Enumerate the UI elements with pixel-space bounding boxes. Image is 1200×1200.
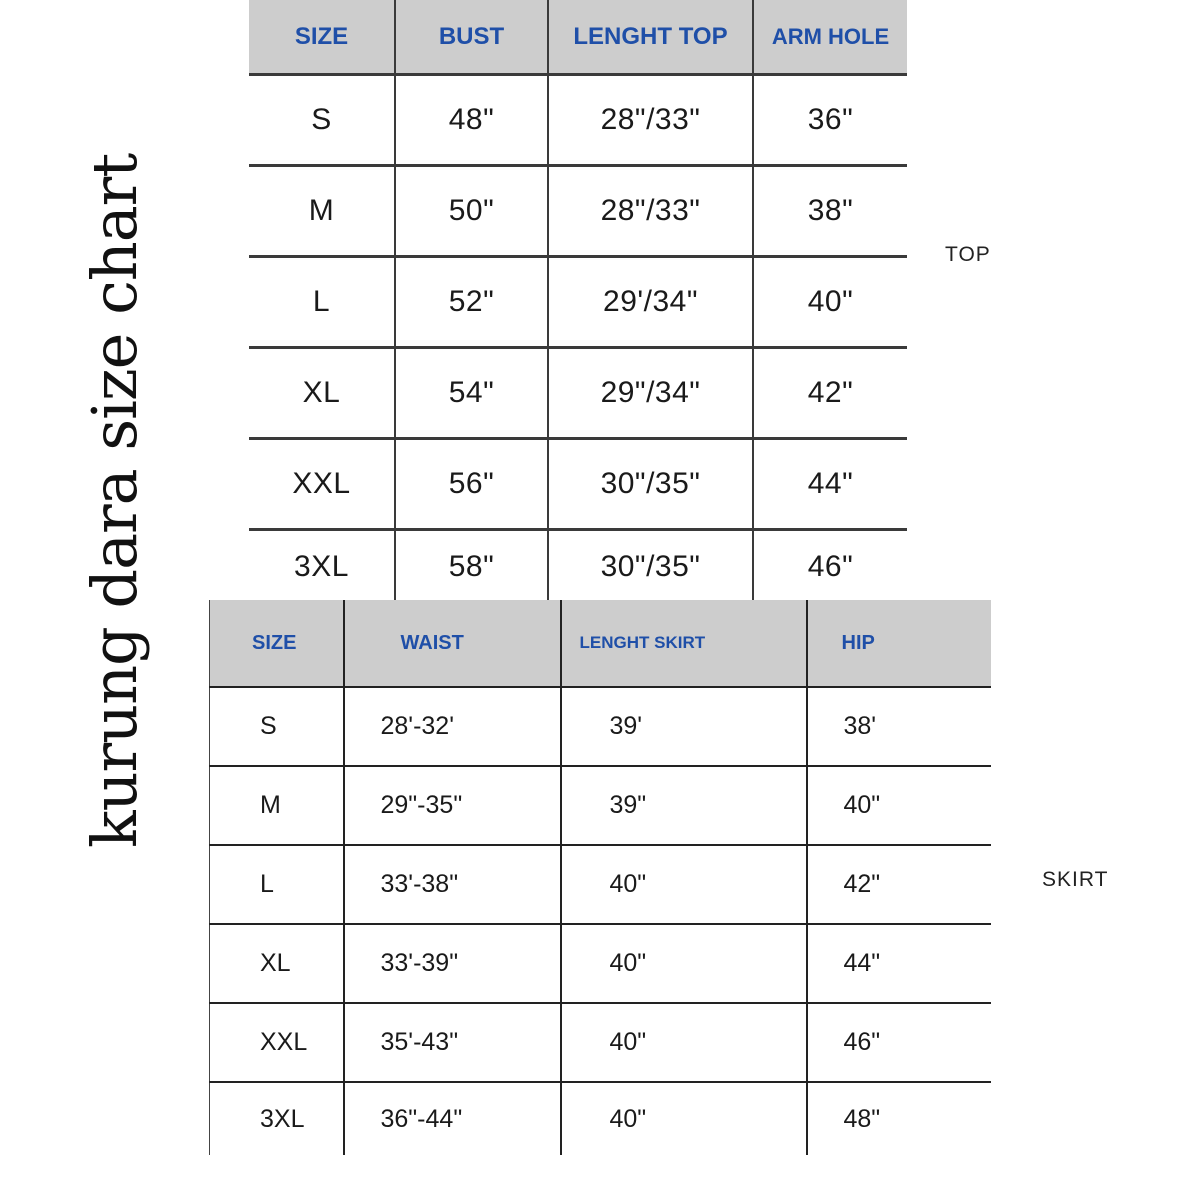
header-length-top: LENGHT TOP	[548, 0, 753, 75]
cell-length-skirt: 40"	[561, 924, 807, 1003]
cell-hip: 48"	[843, 1104, 881, 1133]
header-length-skirt: LENGHT SKIRT	[561, 600, 807, 687]
cell-size: S	[249, 75, 395, 166]
cell-length-top: 30"/35"	[548, 439, 753, 530]
cell-size: XL	[210, 924, 344, 1003]
table-row	[249, 348, 907, 439]
cell-length-skirt: 39"	[561, 766, 807, 845]
table-header-row	[249, 0, 907, 75]
cell-bust: 58"	[395, 530, 548, 603]
cell-waist: 33'-39"	[344, 924, 561, 1003]
top-table-label: TOP	[945, 243, 991, 266]
cell-size: M	[249, 166, 395, 257]
cell-length-skirt: 40"	[561, 1003, 807, 1082]
table-row	[249, 257, 907, 348]
table-row	[210, 766, 991, 845]
cell-size: 3XL	[210, 1082, 344, 1155]
table-row	[210, 1003, 991, 1082]
cell-length-top: 30"/35"	[548, 530, 753, 603]
cell-waist: 36"-44"	[344, 1082, 561, 1155]
cell-length-skirt: 40"	[561, 1082, 807, 1155]
cell-bust: 56"	[395, 439, 548, 530]
cell-size: L	[210, 845, 344, 924]
cell-hip: 40"	[807, 766, 991, 845]
table-row	[210, 845, 991, 924]
table-row	[210, 1082, 991, 1155]
header-hip: HIP	[807, 600, 991, 687]
cell-size: 3XL	[249, 530, 395, 603]
cell-size: XXL	[210, 1003, 344, 1082]
cell-length-skirt: 39'	[561, 687, 807, 766]
cell-length-top: 28"/33"	[548, 75, 753, 166]
cell-arm-hole: 38"	[753, 166, 907, 257]
table-row	[210, 687, 991, 766]
cell-arm-hole: 36"	[753, 75, 907, 166]
table-row	[210, 924, 991, 1003]
cell-bust: 52"	[395, 257, 548, 348]
cell-size: L	[249, 257, 395, 348]
cell-waist: 33'-38"	[344, 845, 561, 924]
header-arm-hole: ARM HOLE	[753, 0, 907, 75]
top-size-table	[249, 0, 907, 602]
header-bust: BUST	[395, 0, 548, 75]
cell-hip: 42"	[807, 845, 991, 924]
cell-waist: 29"-35"	[344, 766, 561, 845]
cell-length-top: 28"/33"	[548, 166, 753, 257]
cell-waist: 35'-43"	[344, 1003, 561, 1082]
page-title: kurung dara size chart	[78, 153, 151, 848]
cell-arm-hole: 40"	[753, 257, 907, 348]
cell-size: XL	[249, 348, 395, 439]
header-waist: WAIST	[344, 600, 561, 687]
cell-arm-hole: 46"	[807, 549, 854, 583]
cell-bust: 48"	[395, 75, 548, 166]
cell-bust: 54"	[395, 348, 548, 439]
cell-length-skirt: 40"	[561, 845, 807, 924]
skirt-table-label: SKIRT	[1042, 868, 1109, 891]
cell-waist: 28'-32'	[344, 687, 561, 766]
cell-bust: 50"	[395, 166, 548, 257]
cell-hip: 38'	[807, 687, 991, 766]
cell-length-top: 29'/34"	[548, 257, 753, 348]
skirt-size-table	[209, 600, 991, 1155]
cell-size: S	[210, 687, 344, 766]
cell-hip: 46"	[807, 1003, 991, 1082]
cell-hip: 44"	[807, 924, 991, 1003]
table-row	[249, 439, 907, 530]
cell-arm-hole: 42"	[753, 348, 907, 439]
table-row	[249, 75, 907, 166]
header-size: SIZE	[210, 600, 344, 687]
cell-size: M	[210, 766, 344, 845]
cell-length-top: 29"/34"	[548, 348, 753, 439]
cell-arm-hole: 44"	[753, 439, 907, 530]
header-size: SIZE	[249, 0, 395, 75]
table-row	[249, 166, 907, 257]
table-row	[249, 530, 907, 603]
cell-size: XXL	[249, 439, 395, 530]
table-header-row	[210, 600, 991, 687]
